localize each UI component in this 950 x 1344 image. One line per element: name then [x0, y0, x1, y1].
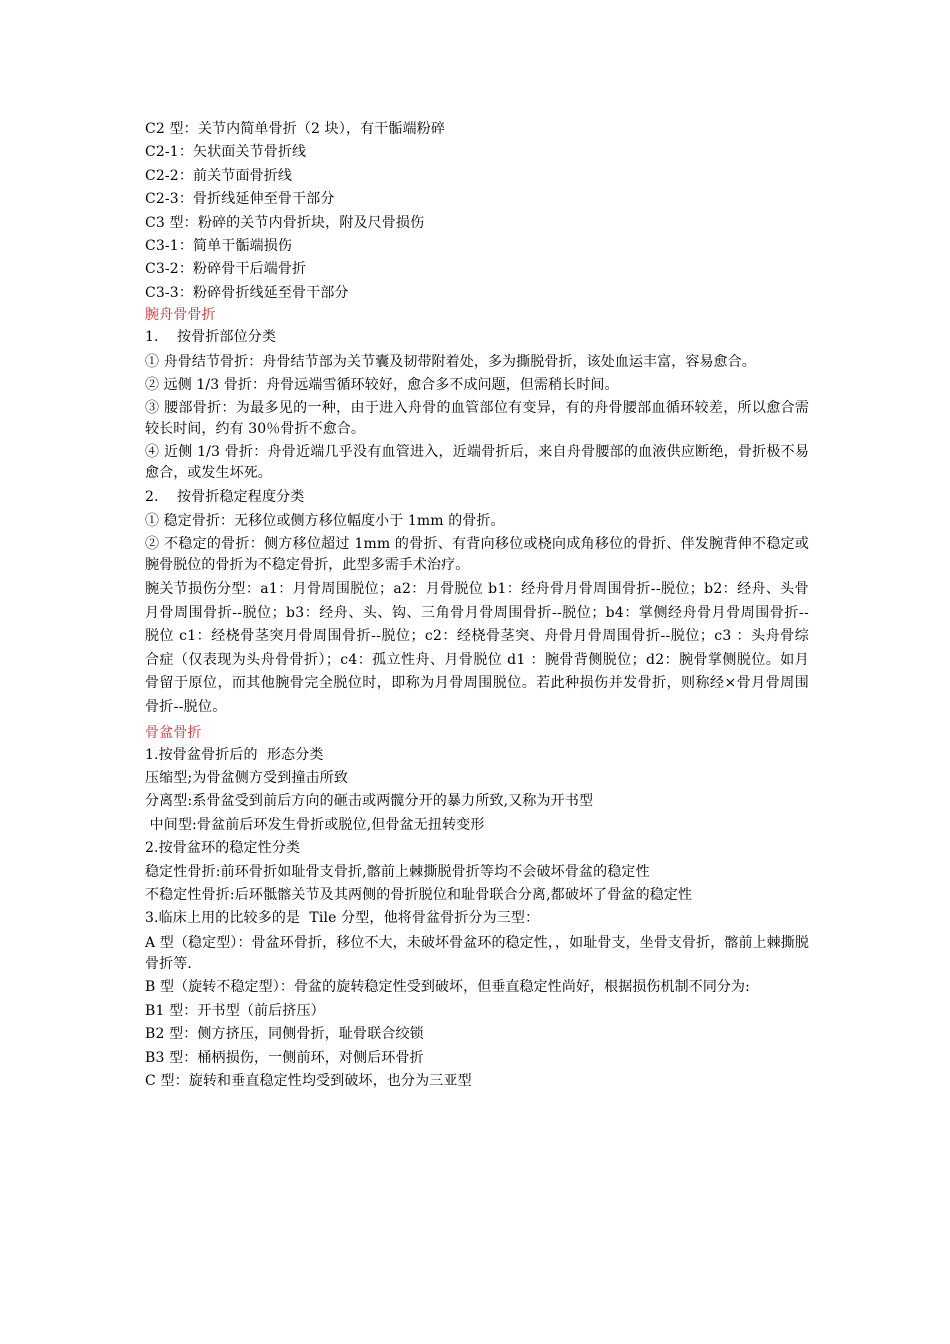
section-heading-pelvis: 骨盆骨折 [145, 724, 202, 741]
text-line: C3-3：粉碎骨折线延至骨干部分 [145, 284, 349, 301]
text-line: C2-3：骨折线延伸至骨干部分 [145, 191, 335, 208]
section-heading-scaphoid: 腕舟骨骨折 [145, 307, 216, 324]
text-line: B3 型：桶柄损伤，一侧前环，对侧后环骨折 [145, 1049, 424, 1066]
text-line: C3-1：简单干骺端损伤 [145, 238, 293, 255]
text-line: C3-2：粉碎骨干后端骨折 [145, 261, 307, 278]
text-line: C2 型：关节内简单骨折（2 块），有干骺端粉碎 [145, 121, 446, 137]
list-item: ① 稳定骨折：无移位或侧方移位幅度小于 1mm 的骨折。 [145, 513, 505, 530]
text-line: B2 型：侧方挤压，同侧骨折，耻骨联合绞锁 [145, 1026, 424, 1043]
text-line: C2-1：矢状面关节骨折线 [145, 144, 307, 161]
text-line: 1.按骨盆骨折后的 形态分类 [145, 746, 324, 763]
text-line: 3.临床上用的比较多的是 Tile 分型，他将骨盆骨折分为三型： [145, 910, 540, 927]
text-line: 不稳定性骨折:后环骶髂关节及其两侧的骨折脱位和耻骨联合分离,都破坏了骨盆的稳定性 [145, 887, 693, 904]
list-item: ② 不稳定的骨折：侧方移位超过 1mm 的骨折、有背向移位或桡向成角移位的骨折、伴发腕背伸不稳定或腕骨脱位的骨折为不稳定骨折，此型多需手术治疗。 [145, 536, 809, 574]
text-line: 中间型:骨盆前后环发生骨折或脱位,但骨盆无扭转变形 [145, 816, 485, 833]
text-line: C 型：旋转和垂直稳定性均受到破坏，也分为三亚型 [145, 1073, 472, 1090]
text-line: 压缩型;为骨盆侧方受到撞击所致 [145, 770, 348, 787]
list-item: ④ 近侧 1/3 骨折：舟骨近端几乎没有血管进入，近端骨折后，来自舟骨腰部的血液供应断绝，骨折极不易愈合，或发生坏死。 [145, 443, 809, 481]
type-a-paragraph: A 型（稳定型）：骨盆环骨折，移位不大，未破坏骨盆环的稳定性，，如耻骨支，坐骨支骨折，髂前上棘撕脱骨折等. [145, 934, 809, 972]
document-body [145, 118, 809, 1094]
type-b-paragraph: B 型（旋转不稳定型）：骨盆的旋转稳定性受到破坏，但垂直稳定性尚好，根据损伤机制不同分为: [145, 978, 750, 995]
list-item: ③ 腰部骨折：为最多见的一种，由于进入舟骨的血管部位有变异，有的舟骨腰部血循环较差，所以愈合需较长时间，约有 30％骨折不愈合。 [145, 399, 809, 437]
subsection-title: 2. 按骨折稳定程度分类 [145, 488, 305, 505]
text-line: B1 型：开书型（前后挤压） [145, 1002, 325, 1019]
text-line: 稳定性骨折:前环骨折如耻骨支骨折,髂前上棘撕脱骨折等均不会破坏骨盆的稳定性 [145, 863, 650, 880]
list-item: ② 远侧 1/3 骨折：舟骨远端雪循环较好，愈合多不成问题，但需稍长时间。 [145, 376, 619, 393]
subsection-title: 1. 按骨折部位分类 [145, 329, 277, 346]
text-line: C3 型：粉碎的关节内骨折块，附及尺骨损伤 [145, 214, 425, 231]
list-item: ① 舟骨结节骨折：舟骨结节部为关节囊及韧带附着处，多为撕脱骨折，该处血运丰富，容易愈合。 [145, 353, 756, 370]
text-line: C2-2：前关节面骨折线 [145, 167, 293, 184]
text-line: 2.按骨盆环的稳定性分类 [145, 840, 301, 857]
text-line: 分离型:系骨盆受到前后方向的砸击或两髋分开的暴力所致,又称为开书型 [145, 793, 594, 810]
wrist-injury-paragraph: 腕关节损伤分型：a1：月骨周围脱位；a2：月骨脱位 b1：经舟骨月骨周围骨折--脱位；b2：经舟、头骨月骨周围骨折--脱位；b3：经舟、头、钩、三角骨月骨周围骨折--脱位；b4：掌侧经舟骨月骨周围骨折--脱位 c1：经桡骨茎突月骨周围骨折--脱位；c2：经桡骨茎突、舟骨月骨周围骨折--脱位；c3 ：头舟骨综合症（仅表现为头舟骨骨折）；c4：孤立性舟、月骨脱位 d1 ：腕骨背侧脱位；d2：腕骨掌侧脱位。如月骨留于原位，而其他腕骨完全脱位时，即称为月骨周围脱位。若此种损伤并发骨折，则称经×骨月骨周围骨折--脱位。 [145, 581, 809, 716]
